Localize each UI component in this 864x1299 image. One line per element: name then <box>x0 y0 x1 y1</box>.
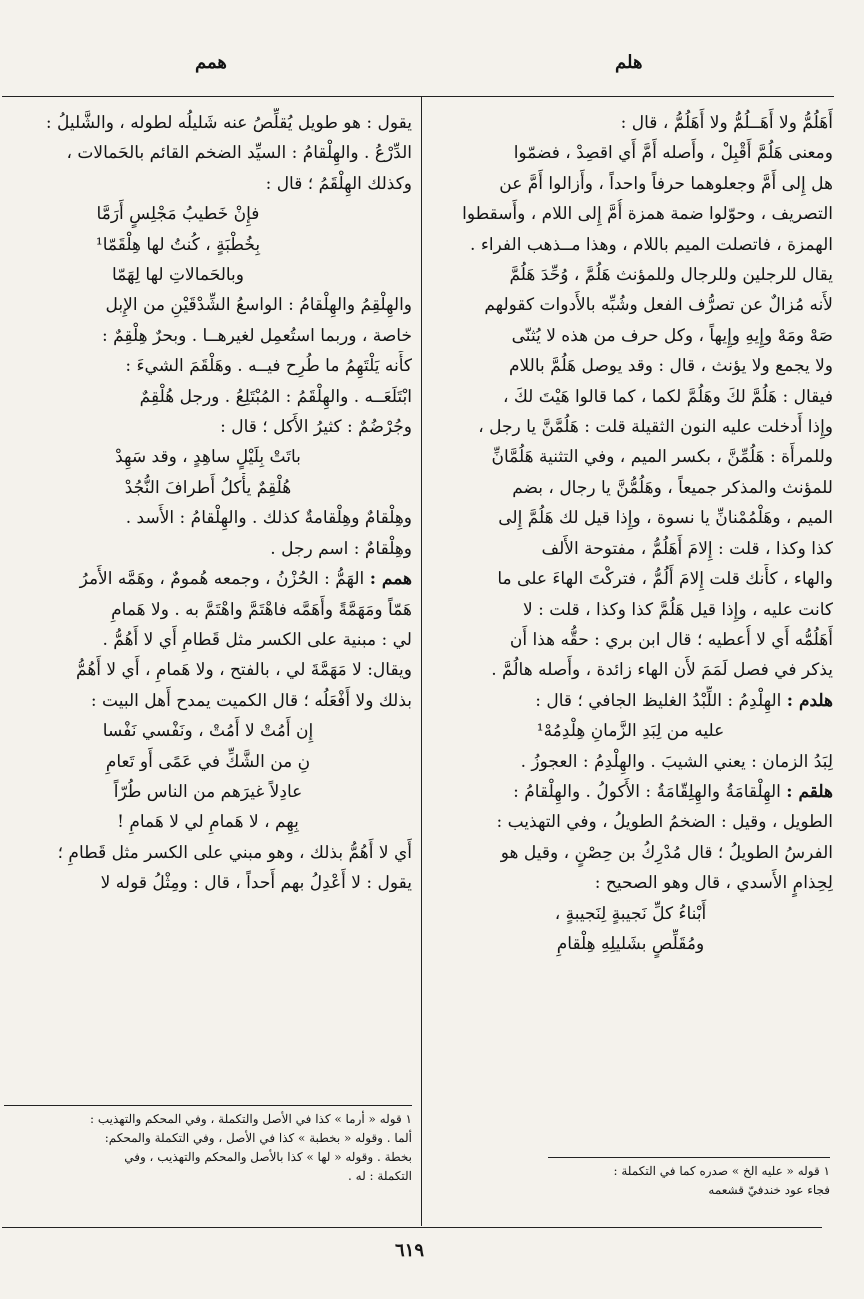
left-column <box>4 108 412 899</box>
entry-label-hlqm: هلقم : <box>786 781 833 802</box>
text-line: والهاء ، كأَنك قلت إِلامَ أَلُمُّ ، فتركْتَ الهاءَ على ما <box>497 569 833 590</box>
footnote-line: فجاء عود خندفيّ قشعمه <box>708 1183 830 1197</box>
entry-hlqm <box>428 777 833 807</box>
verse-line: بِهِم ، لا هَمامِ لي لا هَمامِ ! <box>117 812 299 833</box>
text-line: أَهَلُمُّ ولا أَهَــلُمُّ ولا أَهَلُمُّ ، قال : <box>620 113 833 133</box>
text-line: هَمّاً ومَهَمَّةً وأَهَمَّه فاهْتَمَّ واهْتَمَّ به . ولا هَمامِ <box>111 599 412 620</box>
text-line: ابْتَلَعَــه . والهِلْقَمُ : المُبْتَلِعُ . ورجل هُلْقِمٌ <box>139 386 412 407</box>
text-line: وجُرْضُمٌ : كثيرُ الأَكل ؛ قال : <box>220 417 412 438</box>
text-line: أَهَلُمُّه أَي لا أُعطيه ؛ قال ابن بري : حقُّه هذا أَن <box>509 629 833 650</box>
verse-line: نِ من الشَّكِّ في عَمًى أَو تَعامِ <box>105 751 311 772</box>
footnote-line: التكملة : له . <box>348 1169 412 1183</box>
text-line: الميم ، وهَلْمُمْنانِّ يا نسوة ، وإِذا قيل لك هَلُمَّ إِلى <box>498 508 833 529</box>
text-line: الدِّرْعُ . والهِلْقامُ : السيِّد الضخم القائم بالحَمالات ، <box>66 143 412 164</box>
verse-line: عادِلاً غيرَهم من الناس طُرّاً <box>113 781 303 802</box>
text-line: يذكر في فصل لَمَمَ لأَن الهاء زائدة ، وأَصله هالُمَّ . <box>491 660 833 681</box>
text-line: لي : مبنية على الكسر مثل قَطامِ أَي لا أَهُمُّ . <box>102 629 412 650</box>
text-line: أَي لا أَهُمُّ بذلك ، وهو مبني على الكسر مثل قَطامِ ؛ <box>57 842 412 863</box>
top-rule <box>2 96 834 97</box>
entry-hmm <box>4 564 412 594</box>
page-number: ٦١٩ <box>395 1240 425 1261</box>
text-line: خاصة ، وربما استُعمِل لغيرهــا . وبحرٌ هِلْقِمٌ : <box>101 325 412 346</box>
verse-line: ومُقَلِّصٍ بشَليلِهِ هِلْقامِ <box>556 933 705 954</box>
entry-label-hldm: هلدم : <box>786 690 833 711</box>
text-line: ومعنى هَلُمَّ أَقْبِلْ ، وأَصله أَمَّ أَي اقصِدْ ، فضمّوا <box>513 143 833 164</box>
verse-line: باتَتْ بِلَيْلٍ ساهِدٍ ، وقد سَهِدْ <box>115 447 301 468</box>
footnote-line: بخطة . وقوله « لها » كذا بالأصل والمحكم والتهذيب ، وفي <box>124 1150 412 1164</box>
right-column <box>428 108 833 959</box>
text-line: فيقال : هَلُمَّ لكَ وهَلُمَّ لكما ، كما قالوا هَيْتَ لكَ ، <box>502 386 833 407</box>
footnote-left <box>4 1105 412 1186</box>
text-line: يقول : لا أَعْدِلُ بهم أَحداً ، قال : ومِثْلُ قوله لا <box>100 873 412 894</box>
text-line: للمؤنث والمذكر جميعاً ، وهَلُمُّنَّ يا رجال ، بضم <box>512 477 833 498</box>
verse-line: فإِنْ خَطيبُ مَجْلِسٍ أَرَمَّا <box>96 204 260 225</box>
text-line: لِبَدُ الزمان : يعني الشيبَ . والهِلْدِمُ : العجوزُ . <box>520 751 833 772</box>
text-line: الطويل ، وقيل : الضخمُ الطويلُ ، وفي التهذيب : <box>496 812 833 833</box>
bottom-rule <box>2 1227 822 1228</box>
text-line: بذلك ولا أَفْعَلُه ؛ قال الكميت يمدح أَهل البيت : <box>90 690 412 711</box>
text-line: الهَمُّ : الحُزْنُ ، وجمعه هُمومٌ ، وهَمَّه الأَمرُ <box>79 569 365 590</box>
footnote-line: ١ قوله « أرما » كذا في الأصل والتكملة ، وفي المحكم والتهذيب : <box>90 1112 412 1126</box>
footnote-right <box>548 1157 830 1200</box>
text-line: وإِذا أَدخلت عليه النون الثقيلة قلت : هَلُمَّنَّ يا رجل ، <box>478 417 833 438</box>
column-divider <box>421 96 422 1226</box>
footnote-line: ألما . وقوله « بخطبة » كذا في الأصل ، وفي التكملة والمحكم: <box>104 1131 412 1145</box>
verse-line: إِن أَمُتْ لا أَمُتْ ، ونَفْسي نَفْسا <box>102 721 314 742</box>
verse-line: عليه من لِبَدِ الزَّمانِ هِلْدِمُهْ¹ <box>536 721 725 742</box>
text-line: وللمرأَة : هَلُمِّنَّ ، بكسر الميم ، وفي التثنية هَلُمَّانِّ <box>491 447 833 468</box>
text-line: وهِلْقامٌ وهِلْقامةٌ كذلك . والهِلْقامُ : الأَسد . <box>125 508 412 529</box>
text-line: يقول : هو طويل يُقلِّصُ عنه شَليلُه لطوله ، والشَّليلُ : <box>45 113 412 133</box>
text-line: كأَنه يَلْتَهِمُ ما طُرِح فيــه . وهَلْقَمَ الشيءَ : <box>125 356 412 377</box>
entry-hldm <box>428 686 833 716</box>
verse-line: بِخُطْبَةٍ ، كُنتُ لها هِلْقَمّا¹ <box>95 234 261 255</box>
verse-line: وبالحَمالاتِ لها لِهَمّا <box>111 265 244 286</box>
footnote-line: ١ قوله « عليه الخ » صدره كما في التكملة : <box>613 1164 830 1178</box>
entry-label-hmm: همم : <box>369 569 412 590</box>
text-line: لأَنه مُزالٌ عن تصرُّف الفعل وشُبِّه بالأَدوات كقولهم <box>484 295 833 316</box>
header-right-keyword: هلم <box>615 52 643 73</box>
text-line: ويقال: لا مَهَمَّةَ لي ، بالفتح ، ولا هَمامِ ، أَي لا أَهُمُّ <box>76 660 412 681</box>
text-line: صَهْ ومَهْ وإِيهِ وإِيهاً ، وكل حرف من هذه لا يُثنّى <box>511 325 833 346</box>
text-line: الهِلْقامَةُ والهِلِقّامَةُ : الأَكولُ . والهِلْقامُ : <box>513 781 781 802</box>
text-line: لِحِذامٍ الأَسدي ، قال وهو الصحيح : <box>594 873 833 894</box>
text-line: التصريف ، وحوّلوا ضمة همزة أُمَّ إِلى اللام ، وأَسقطوا <box>462 204 833 225</box>
text-line: هل إِلى أَمَّ وجعلوهما حرفاً واحداً ، وأَزالوا أَمَّ عن <box>499 173 833 194</box>
text-line: الهِلْدِمُ : اللِّبْدُ الغليظ الجافي ؛ قال : <box>535 690 782 711</box>
text-line: الفرسُ الطويلُ ؛ قال مُدْرِكُ بن حِصْنٍ ، وقيل هو <box>500 842 833 863</box>
text-line: وكذلك الهِلْقَمُ ؛ قال : <box>265 173 412 194</box>
text-line: كانت عليه ، وإِذا قيل هَلُمَّ كذا وكذا ، قلت : لا <box>523 599 833 620</box>
text-line: الهمزة ، فاتصلت الميم باللام ، وهذا مــذهب الفراء . <box>470 234 833 255</box>
text-line: وهِلْقامٌ : اسم رجل . <box>270 538 412 559</box>
text-line: كذا وكذا ، قلت : إِلامَ أَهَلُمُّ ، مفتوحة الأَلف <box>541 538 833 559</box>
header-left-keyword: همم <box>195 52 227 73</box>
text-line: يقال للرجلين وللرجال وللمؤنث هَلُمَّ ، وُحِّدَ هَلُمَّ <box>509 265 833 286</box>
text-line: ولا يجمع ولا يؤنث ، قال : وقد يوصل هَلُمَّ باللام <box>509 356 833 377</box>
verse-line: هُلْقِمٌ يأْكلُ أَطرافَ النُّجُدْ <box>124 477 292 498</box>
verse-line: أَبْناءُ كلِّ نَجيبةٍ لِنَجيبةٍ ، <box>554 903 707 924</box>
text-line: والهِلْقِمُ والهِلْقامُ : الواسعُ الشِّدْقَيْنِ من الإِبل <box>105 295 412 316</box>
